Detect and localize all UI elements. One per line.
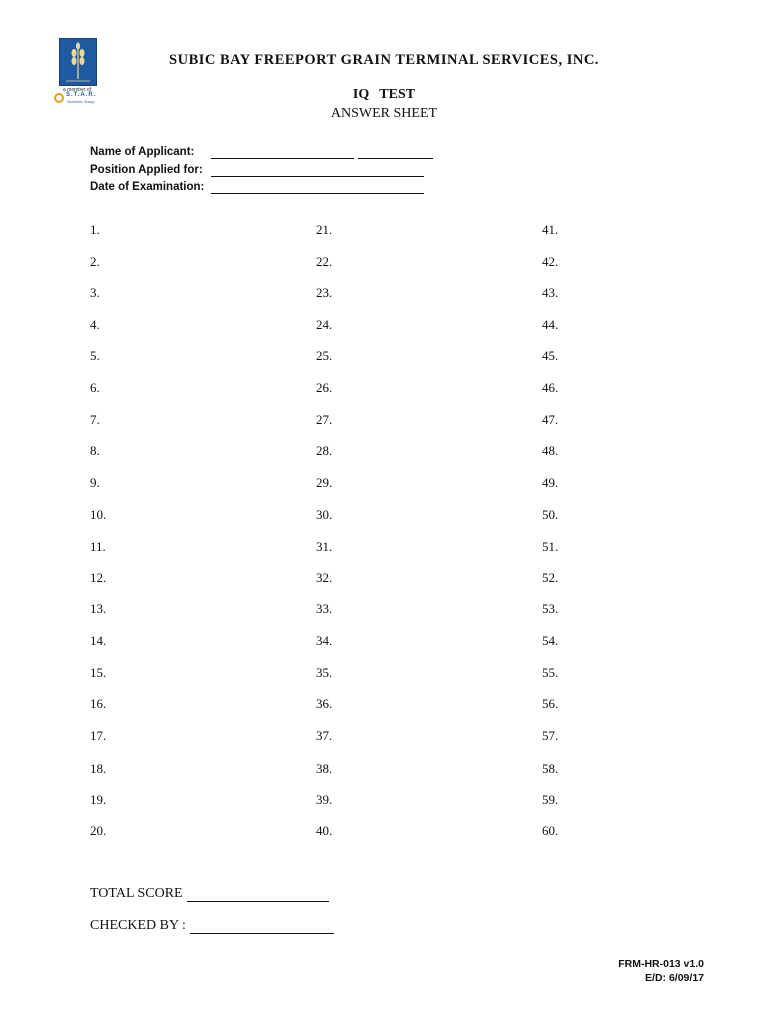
effective-date: E/D: 6/09/17 bbox=[645, 972, 704, 984]
answer-number: 34. bbox=[316, 633, 333, 648]
position-line[interactable] bbox=[211, 176, 424, 177]
answer-number: 12. bbox=[90, 570, 107, 585]
answer-number: 55. bbox=[542, 665, 559, 680]
answer-number: 27. bbox=[316, 412, 333, 427]
form-footer bbox=[618, 957, 704, 985]
logo-tagline: a member of bbox=[63, 87, 92, 93]
title-word-iq: IQ bbox=[352, 87, 370, 102]
answer-number: 3. bbox=[90, 285, 100, 300]
form-code: FRM-HR-013 v1.0 bbox=[618, 958, 704, 970]
answer-number: 13. bbox=[90, 601, 107, 616]
answer-number: 45. bbox=[542, 348, 559, 363]
answer-number: 58. bbox=[542, 761, 559, 776]
logo-group-text: Services Group bbox=[67, 99, 95, 104]
answer-number: 48. bbox=[542, 443, 559, 458]
document-title bbox=[0, 87, 768, 103]
company-name: SUBIC BAY FREEPORT GRAIN TERMINAL SERVICES, INC. bbox=[169, 52, 599, 68]
exam-date-line[interactable] bbox=[211, 193, 424, 194]
answer-number: 24. bbox=[316, 317, 333, 332]
field-label: Date of Examination: bbox=[90, 181, 205, 193]
answer-number: 28. bbox=[316, 443, 333, 458]
answer-number: 56. bbox=[542, 696, 559, 711]
answer-number: 41. bbox=[542, 222, 559, 237]
answer-number: 30. bbox=[316, 507, 333, 522]
answer-number: 10. bbox=[90, 507, 107, 522]
answer-number: 23. bbox=[316, 285, 333, 300]
logo-star-text: S.T.A.R. bbox=[66, 92, 97, 98]
answer-number: 14. bbox=[90, 633, 107, 648]
answer-number: 33. bbox=[316, 601, 333, 616]
answer-number: 35. bbox=[316, 665, 333, 680]
answer-number: 17. bbox=[90, 728, 107, 743]
answer-number: 60. bbox=[542, 823, 559, 838]
answer-number: 25. bbox=[316, 348, 333, 363]
total-score-line[interactable] bbox=[187, 887, 329, 902]
answer-number: 50. bbox=[542, 507, 559, 522]
answer-number: 22. bbox=[316, 254, 333, 269]
answer-number: 15. bbox=[90, 665, 107, 680]
answer-number: 9. bbox=[90, 475, 100, 490]
answer-number: 53. bbox=[542, 601, 559, 616]
answer-number: 42. bbox=[542, 254, 559, 269]
answer-number: 49. bbox=[542, 475, 559, 490]
answer-number: 43. bbox=[542, 285, 559, 300]
answer-number: 11. bbox=[90, 539, 106, 554]
answer-number: 46. bbox=[542, 380, 559, 395]
answer-number: 7. bbox=[90, 412, 100, 427]
answer-number: 20. bbox=[90, 823, 107, 838]
answer-number: 38. bbox=[316, 761, 333, 776]
answer-number: 19. bbox=[90, 792, 107, 807]
answer-number: 21. bbox=[316, 222, 333, 237]
checked-by-label: CHECKED BY : bbox=[90, 918, 186, 933]
answer-number: 36. bbox=[316, 696, 333, 711]
answer-number: 16. bbox=[90, 696, 107, 711]
checked-by bbox=[90, 918, 334, 934]
answer-number: 51. bbox=[542, 539, 559, 554]
answer-number: 1. bbox=[90, 222, 100, 237]
total-score-label: TOTAL SCORE bbox=[90, 886, 183, 901]
answer-number: 40. bbox=[316, 823, 333, 838]
answer-number: 54. bbox=[542, 633, 559, 648]
name-line-a[interactable] bbox=[211, 158, 354, 159]
answer-number: 59. bbox=[542, 792, 559, 807]
total-score bbox=[90, 886, 329, 902]
answer-number: 18. bbox=[90, 761, 107, 776]
answer-number: 57. bbox=[542, 728, 559, 743]
answer-number: 29. bbox=[316, 475, 333, 490]
answer-number: 8. bbox=[90, 443, 100, 458]
answer-number: 4. bbox=[90, 317, 100, 332]
answer-number: 26. bbox=[316, 380, 333, 395]
name-line-b[interactable] bbox=[358, 158, 433, 159]
answer-number: 44. bbox=[542, 317, 559, 332]
answer-number: 32. bbox=[316, 570, 333, 585]
answer-number: 5. bbox=[90, 348, 100, 363]
document-subtitle: ANSWER SHEET bbox=[330, 106, 438, 121]
answer-number: 39. bbox=[316, 792, 333, 807]
answer-number: 47. bbox=[542, 412, 559, 427]
answer-number: 31. bbox=[316, 539, 333, 554]
answer-number: 6. bbox=[90, 380, 100, 395]
answer-number: 37. bbox=[316, 728, 333, 743]
field-label: Name of Applicant: bbox=[90, 146, 195, 158]
field-label: Position Applied for: bbox=[90, 163, 203, 176]
answer-number: 52. bbox=[542, 570, 559, 585]
answer-number: 2. bbox=[90, 254, 100, 269]
title-word-test: TEST bbox=[379, 87, 416, 102]
checked-by-line[interactable] bbox=[190, 919, 334, 934]
